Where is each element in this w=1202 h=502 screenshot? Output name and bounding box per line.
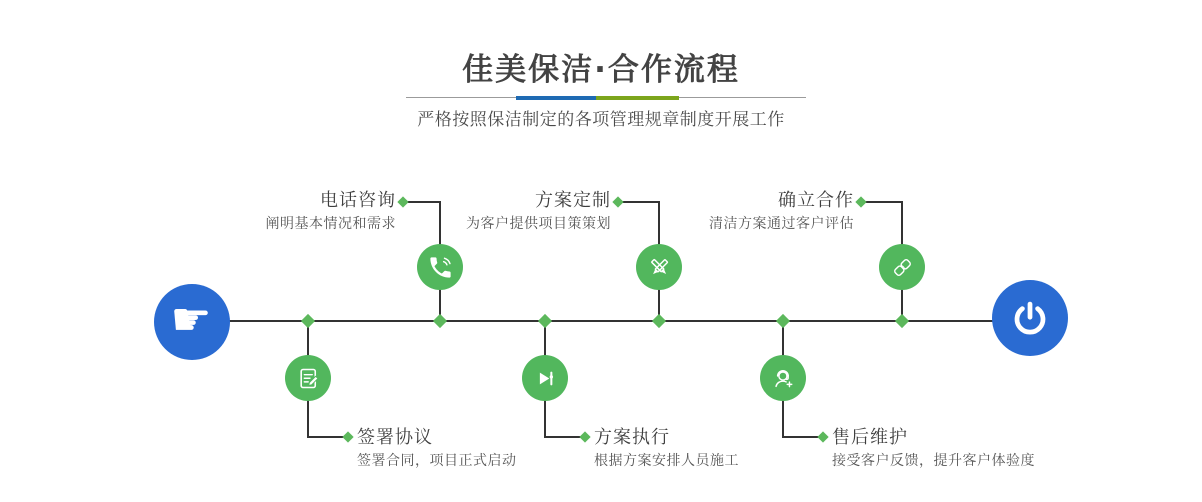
step-desc: 清洁方案通过客户评估 <box>709 216 854 232</box>
start-terminal <box>154 284 230 360</box>
step-label-execute <box>594 427 739 471</box>
step-circle-phone <box>417 244 463 290</box>
crossed-pencils-icon <box>646 254 673 281</box>
step-circle-cooperate <box>879 244 925 290</box>
timeline-main-line <box>229 320 993 322</box>
step-label-cooperate <box>709 190 854 234</box>
timeline-node-diamond <box>538 314 552 328</box>
step-title: 方案执行 <box>594 427 670 448</box>
step-title: 方案定制 <box>535 190 611 211</box>
handshake-icon <box>889 254 916 281</box>
step-circle-support <box>760 355 806 401</box>
step-desc: 接受客户反馈，提升客户体验度 <box>832 453 1035 469</box>
step-circle-contract <box>285 355 331 401</box>
timeline-node-diamond <box>895 314 909 328</box>
phone-icon <box>427 254 454 281</box>
label-diamond <box>397 196 408 207</box>
label-diamond <box>342 431 353 442</box>
title-divider <box>406 96 806 100</box>
timeline-node-diamond <box>652 314 666 328</box>
step-title: 电话咨询 <box>320 190 396 211</box>
power-icon <box>1011 299 1049 337</box>
label-diamond <box>612 196 623 207</box>
label-connector-top-2 <box>618 201 659 203</box>
label-diamond <box>817 431 828 442</box>
step-label-contract <box>357 427 517 471</box>
step-title: 确立合作 <box>778 190 854 211</box>
step-desc: 阐明基本情况和需求 <box>265 216 396 232</box>
step-circle-execute <box>522 355 568 401</box>
step-desc: 为客户提供项目策策划 <box>466 216 611 232</box>
step-circle-plan <box>636 244 682 290</box>
page-subtitle: 严格按照保洁制定的各项管理规章制度开展工作 <box>417 110 785 130</box>
step-label-support <box>832 427 1035 471</box>
end-terminal <box>992 280 1068 356</box>
step-title: 签署协议 <box>357 427 433 448</box>
timeline-node-diamond <box>776 314 790 328</box>
play-icon <box>532 365 559 392</box>
step-label-plan <box>466 190 611 234</box>
step-desc: 签署合同，项目正式启动 <box>357 453 517 469</box>
pointing-hand-icon: ☛ <box>170 292 212 346</box>
timeline-node-diamond <box>433 314 447 328</box>
step-title: 售后维护 <box>832 427 908 448</box>
contract-icon <box>295 365 322 392</box>
label-connector-top-3 <box>861 201 902 203</box>
timeline-node-diamond <box>301 314 315 328</box>
customer-support-icon <box>770 365 797 392</box>
label-diamond <box>855 196 866 207</box>
page-title: 佳美保洁·合作流程 <box>462 52 740 88</box>
step-label-phone <box>266 190 397 234</box>
label-diamond <box>579 431 590 442</box>
step-desc: 根据方案安排人员施工 <box>594 453 739 469</box>
divider-green-segment <box>596 96 679 100</box>
divider-blue-segment <box>516 96 596 100</box>
